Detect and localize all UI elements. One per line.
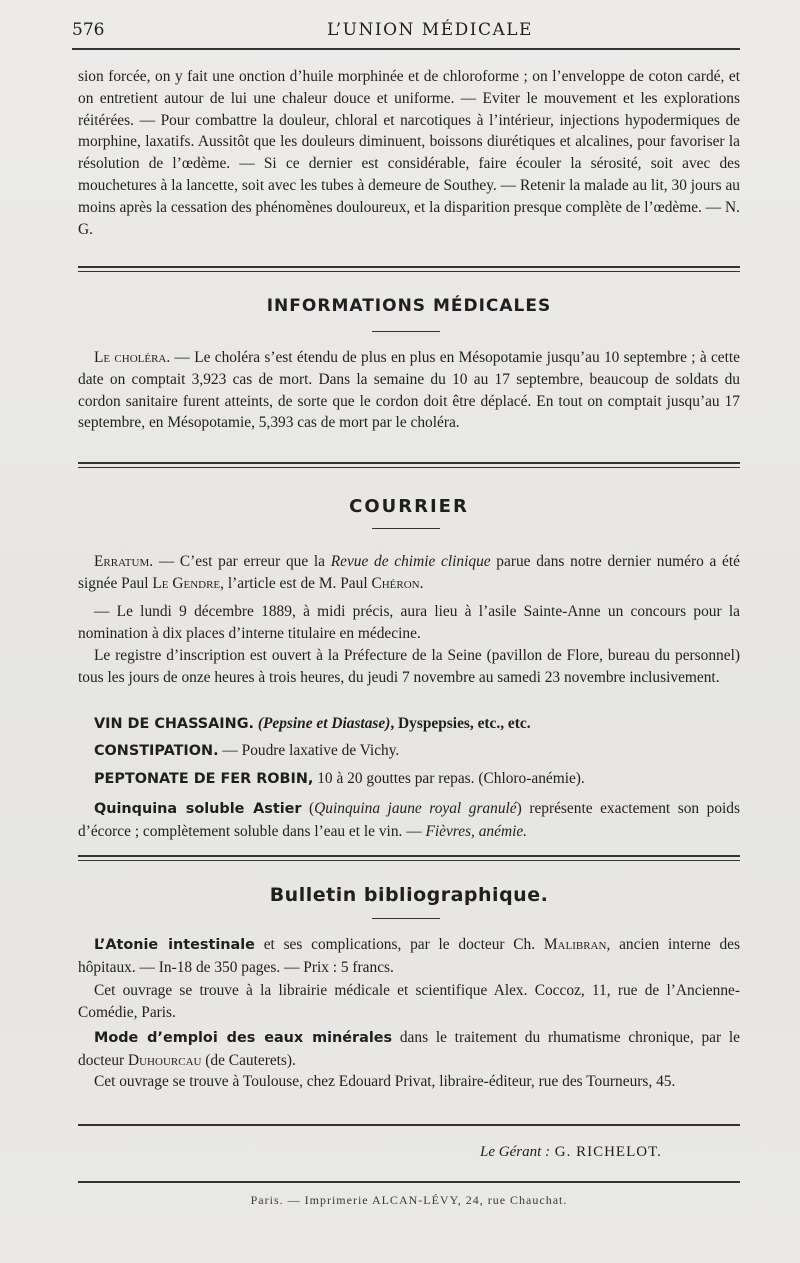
concours-paragraph: — Le lundi 9 décembre 1889, à midi précis, aura lieu à l’asile Sainte-Anne un concours pour la nomination à dix places d’interne titulaire en médecine.	[78, 603, 740, 642]
ad-vin-chassaing	[94, 713, 756, 735]
header-rule	[72, 48, 740, 50]
book-2-text: dans le traitement du rhumatisme chronique, par le docteur	[78, 1029, 740, 1069]
section-divider	[78, 1124, 740, 1126]
book-1-entry	[78, 934, 740, 979]
section-divider	[78, 266, 740, 268]
ad-vin-title: VIN DE CHASSAING.	[94, 716, 254, 732]
ad-quinquina-tail: Fièvres, anémie.	[425, 822, 528, 840]
erratum-text-2: parue dans notre dernier numéro a été signée Paul	[78, 553, 740, 592]
book-2-where: Cet ouvrage se trouve à Toulouse, chez Edouard Privat, libraire-éditeur, rue des Tourneurs, 45.	[94, 1073, 676, 1090]
ad-quinquina-paren: Quinquina jaune royal granulé	[314, 800, 517, 817]
footer-rule	[78, 1181, 740, 1183]
ad-vin-paren: (Pepsine et Diastase)	[257, 715, 391, 732]
erratum-journal: Revue de chimie clinique	[330, 553, 491, 570]
ad-vin-tail: , Dyspepsies, etc., etc.	[390, 715, 531, 732]
book-2-title: Mode d’emploi des eaux minérales	[94, 1030, 393, 1046]
registre-paragraph: Le registre d’inscription est ouvert à la Préfecture de la Seine (pavillon de Flore, bureau du personnel) tous les jours de onze heures à trois heures, du jeudi 7 novembre au samedi 23 novembre inclusivement.	[78, 647, 740, 686]
book-2-entry	[78, 1027, 740, 1072]
ad-quinquina-title: Quinquina soluble Astier	[94, 801, 302, 817]
heading-underline	[372, 528, 440, 529]
gerant-label: Le Gérant :	[480, 1144, 550, 1160]
section-divider	[78, 467, 740, 468]
erratum-text-3: , l’article est de M. Paul	[220, 574, 372, 592]
book-2-author: Duhourcau	[128, 1051, 202, 1069]
book-1-text: et ses complications, par le docteur Ch.	[254, 936, 544, 953]
ad-peptonate	[94, 768, 756, 790]
book-1-where: Cet ouvrage se trouve à la librairie médicale et scientifique Alex. Coccoz, 11, rue de l’Ancienne-Comédie, Paris.	[78, 982, 740, 1021]
journal-title: L’UNION MÉDICALE	[327, 20, 533, 40]
section-heading-courrier: COURRIER	[349, 496, 469, 517]
intro-paragraph: sion forcée, on y fait une onction d’huile morphinée et de chloroforme ; on l’enveloppe de coton cardé, et on entretient autour de lui une chaleur douce et uniforme. — Eviter le mouvement et les explorations réitérées. — Pour combattre la douleur, chloral et narcotiques à l’intérieur, injections hypodermiques de morphine, laxatifs. Aussitôt que les douleurs diminuent, boissons diurétiques et alcalines, pour favoriser la résolution de l’œdème. — Si ce dernier est considérable, faire écouler la sérosité, soit avec des mouchetures à la lancette, soit avec les tubes à demeure de Southey. — Retenir la malade au lit, 30 jours au moins après la cessation des phénomènes douloureux, et la disparition presque complète de l’œdème. — N. G.	[78, 68, 740, 238]
cholera-paragraph	[78, 347, 740, 434]
section-divider	[78, 855, 740, 857]
section-heading-informations: INFORMATIONS MÉDICALES	[266, 296, 552, 316]
section-heading-bulletin: Bulletin bibliographique.	[269, 884, 549, 906]
ad-constipation-text: — Poudre laxative de Vichy.	[218, 742, 400, 759]
section-divider	[78, 271, 740, 272]
ad-quinquina-text: représente exactement son poids d’écorce ; complètement soluble dans l’eau et le vin. —	[78, 800, 740, 840]
cholera-lead: Le choléra.	[94, 349, 171, 366]
erratum-name-2: Chéron	[371, 574, 420, 592]
ad-peptonate-text: 10 à 20 gouttes par repas. (Chloro-anémie).	[313, 770, 585, 787]
book-1-title: L’Atonie intestinale	[94, 937, 255, 953]
heading-underline	[372, 918, 440, 919]
ad-constipation-title: CONSTIPATION.	[94, 743, 219, 759]
book-1-author: Malibran	[543, 936, 607, 953]
erratum-text-4: .	[419, 574, 424, 592]
erratum-lead: Erratum.	[94, 553, 154, 570]
gerant-name: G. RICHELOT.	[550, 1144, 662, 1160]
book-2-text-2: (de Cauterets).	[201, 1051, 296, 1069]
book-1-text-2: , ancien interne des hôpitaux. — In-18 de 350 pages. — Prix : 5 francs.	[78, 936, 740, 976]
erratum-name-1: Le Gendre	[152, 574, 221, 592]
cholera-text: — Le choléra s’est étendu de plus en plus en Mésopotamie jusqu’au 10 septembre ; à cette date on comptait 3,923 cas de mort. Dans la semaine du 10 au 17 septembre, beaucoup de soldats du cordon sanitaire furent atteints, de sorte que le cordon doit être déplacé. En tout on comptait jusqu’au 17 septembre, en Mésopotamie, 5,393 cas de mort par le choléra.	[78, 349, 740, 432]
page-number: 576	[72, 20, 105, 40]
ad-quinquina: Quinquina soluble Astier (Quinquina jaune royal granulé) représente exactement son poids d’écorce ; complètement soluble dans l’eau et le vin. — Fièvres, anémie.	[78, 800, 740, 840]
gerant-line	[480, 1144, 662, 1161]
imprint-line: Paris. — Imprimerie ALCAN-LÉVY, 24, rue Chauchat.	[250, 1193, 568, 1207]
heading-underline	[372, 331, 440, 332]
section-divider	[78, 462, 740, 464]
ad-constipation	[94, 740, 756, 762]
erratum-paragraph	[78, 551, 740, 595]
section-divider	[78, 860, 740, 861]
ad-peptonate-title: PEPTONATE DE FER ROBIN,	[94, 771, 314, 787]
erratum-text-1: — C’est par erreur que la	[153, 553, 331, 570]
